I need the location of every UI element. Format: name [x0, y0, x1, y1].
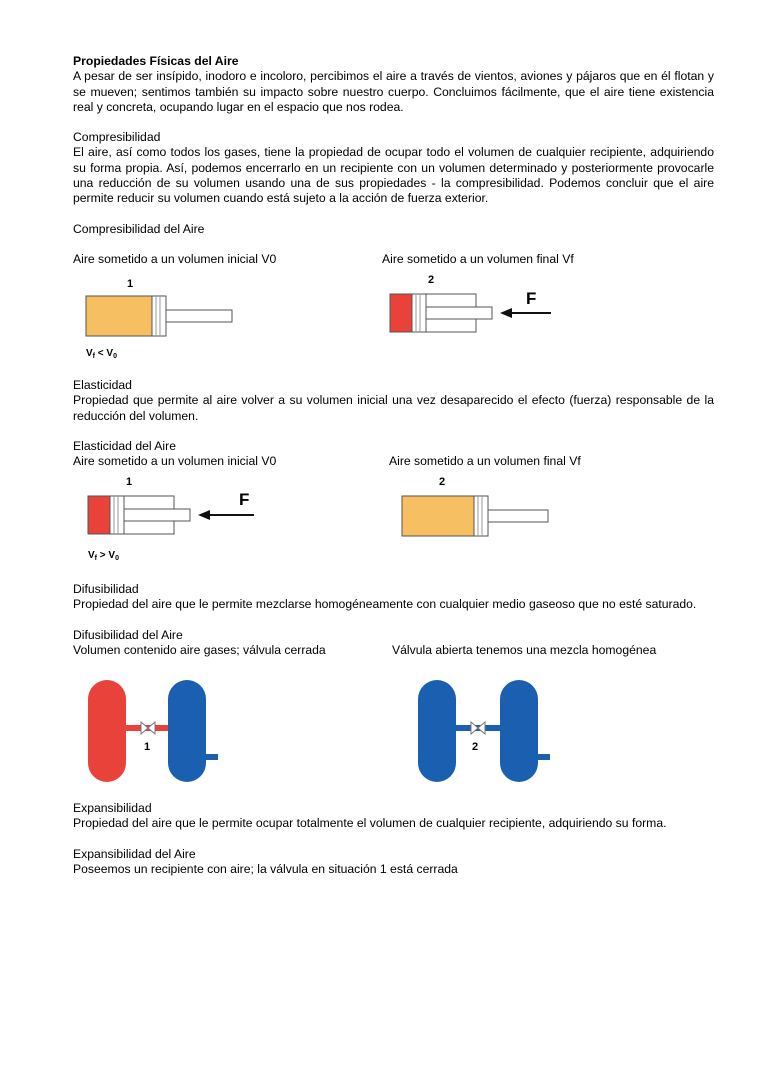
figure-number: 2	[439, 476, 446, 488]
piston-head	[474, 496, 488, 536]
blue-gas-tank	[500, 680, 538, 782]
elasticidad-paragraph: Propiedad que permite al aire volver a su volumen inicial una vez desaparecido el efecto (fuerza) responsable de la reducción del volumen.	[73, 393, 714, 423]
expansibilidad-section	[73, 801, 714, 877]
figure-number: 2	[472, 741, 479, 753]
volume-relation: $V_f > V_0$	[88, 550, 119, 562]
elasticidad-right-caption: Aire sometido a un volumen final Vf	[389, 454, 581, 469]
figure-number: 1	[127, 278, 134, 290]
compresibilidad-right-caption: Aire sometido a un volumen final Vf	[382, 251, 574, 266]
expansibilidad-paragraph: Propiedad del aire que le permite ocupar totalmente el volumen de cualquier recipiente, adquiriendo su forma.	[73, 816, 667, 831]
outlet-pipe	[538, 754, 550, 760]
air-chamber-red	[88, 496, 110, 534]
page-heading: Propiedades Físicas del Aire	[73, 54, 239, 68]
compresibilidad-title: Compresibilidad	[73, 130, 161, 145]
difusibilidad-section	[73, 582, 714, 658]
difusibilidad-title: Difusibilidad	[73, 582, 139, 596]
expansibilidad-figure-title: Expansibilidad del Aire	[73, 846, 196, 861]
elasticidad-left-caption: Aire sometido a un volumen inicial V0	[73, 454, 277, 469]
compresibilidad-right-diagram	[386, 270, 566, 340]
document-page	[73, 54, 714, 267]
valve-open-icon	[471, 722, 485, 734]
compresibilidad-left-diagram	[82, 272, 242, 364]
piston-head	[110, 496, 124, 534]
air-chamber-orange	[402, 496, 474, 536]
expansibilidad-caption: Poseemos un recipiente con aire; la válvula en situación 1 está cerrada	[73, 861, 458, 876]
difusibilidad-figure-title: Difusibilidad del Aire	[73, 627, 183, 642]
compresibilidad-captions	[73, 252, 714, 267]
valve-closed-icon	[141, 722, 155, 734]
force-arrow-head	[198, 510, 210, 520]
elasticidad-right-diagram	[398, 472, 558, 542]
blue-gas-tank	[418, 680, 456, 782]
piston-rod	[426, 307, 492, 319]
difusibilidad-paragraph: Propiedad del aire que le permite mezclarse homogéneamente con cualquier medio gaseoso que no esté saturado.	[73, 597, 697, 612]
expansibilidad-title: Expansibilidad	[73, 801, 152, 815]
figure-number: 1	[126, 476, 133, 488]
blue-gas-tank	[168, 680, 206, 782]
red-gas-tank	[88, 680, 126, 782]
difusibilidad-left-diagram	[86, 676, 226, 786]
force-label: F	[526, 289, 537, 308]
air-chamber-red	[390, 294, 412, 332]
difusibilidad-right-caption: Válvula abierta tenemos una mezcla homogénea	[392, 642, 657, 657]
piston-rod	[488, 510, 548, 522]
outlet-pipe	[206, 754, 218, 760]
compresibilidad-figure-title: Compresibilidad del Aire	[73, 221, 205, 236]
intro-paragraph: A pesar de ser insípido, inodoro e incoloro, percibimos el aire a través de vientos, aviones y pájaros que en él flotan y se mueven; sentimos también su impacto sobre nuestro cuerpo. Concluimos fácilmente, que el aire tiene existencia real y concreta, ocupando lugar en el espacio que nos rodea.	[73, 69, 714, 114]
force-arrow-head	[500, 308, 512, 318]
elasticidad-section	[73, 378, 714, 469]
difusibilidad-right-diagram	[416, 676, 556, 786]
force-label: F	[239, 490, 250, 509]
elasticidad-title: Elasticidad	[73, 378, 132, 392]
difusibilidad-captions	[73, 643, 714, 658]
piston-rod	[124, 509, 190, 521]
elasticidad-captions	[73, 454, 714, 469]
figure-number: 1	[144, 741, 151, 753]
volume-relation: $V_f < V_0$	[86, 348, 117, 360]
air-chamber-orange	[86, 296, 152, 336]
difusibilidad-left-caption: Volumen contenido aire gases; válvula cerrada	[73, 642, 326, 657]
piston-head	[152, 296, 166, 336]
compresibilidad-left-caption: Aire sometido a un volumen inicial V0	[73, 251, 277, 266]
piston-head	[412, 294, 426, 332]
compresibilidad-paragraph: El aire, así como todos los gases, tiene la propiedad de ocupar todo el volumen de cualquier recipiente, adquiriendo su forma propia. Así, podemos encerrarlo en un recipiente con un volumen determinado y posteriormente provocarle una reducción de su volumen usando una de sus propiedades - la compresibilidad. Podemos concluir que el aire permite reducir su volumen cuando está sujeto a la acción de fuerza exterior.	[73, 145, 714, 206]
piston-rod	[166, 310, 232, 322]
elasticidad-figure-title: Elasticidad del Aire	[73, 438, 176, 453]
elasticidad-left-diagram	[84, 472, 264, 564]
figure-number: 2	[428, 274, 435, 286]
